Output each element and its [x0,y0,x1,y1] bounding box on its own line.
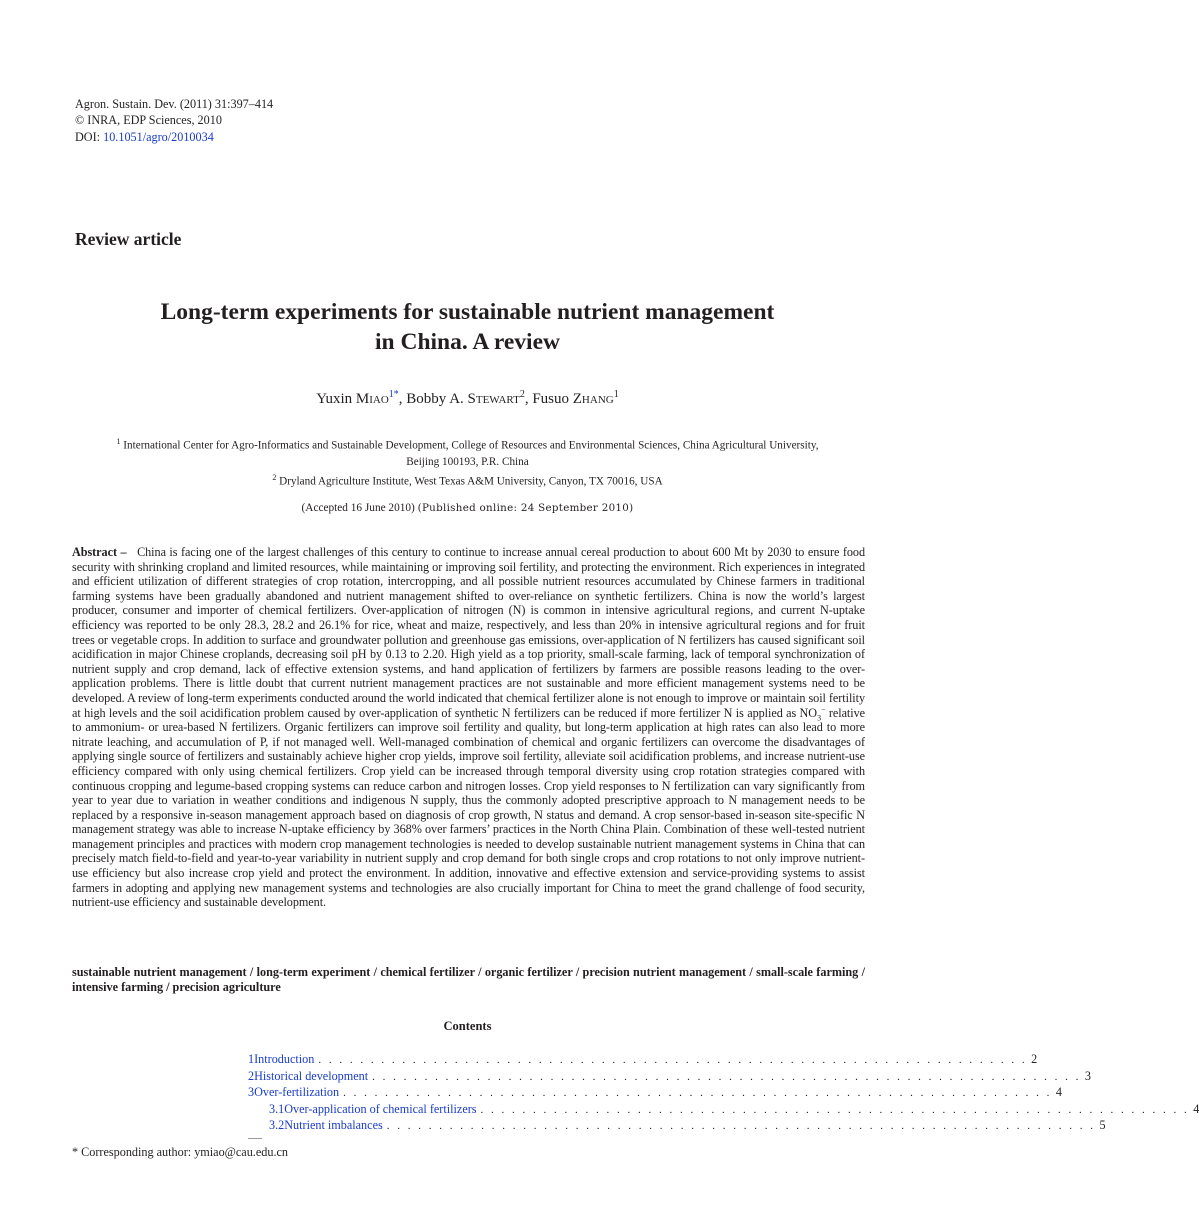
title-line-1: Long-term experiments for sustainable nutrient management [160,299,775,325]
affiliation-1-num: 1 [116,437,121,446]
author-1-affil[interactable]: 1 [388,389,394,400]
toc-num: 2 [248,1068,255,1083]
author-2-affil: 2 [519,389,525,400]
article-type: Review article [75,229,182,249]
toc-label[interactable]: Over-fertilization [254,1085,340,1100]
abstract [72,545,865,910]
affiliation-2 [72,470,863,490]
affiliation-1 [72,434,863,454]
toc-item-over-application[interactable] [248,1101,1199,1119]
toc-leader: . . . . . . . . . . . . . . . . . . . . . . . . . . . . . . . . . . . . . . . . . . . . . . . . . . . . . . . . . . . . . . . . . . . . [386,1120,1096,1133]
corresponding-mark[interactable]: * [393,389,399,400]
toc-num: 3.1 [269,1101,285,1116]
toc-leader: . . . . . . . . . . . . . . . . . . . . . . . . . . . . . . . . . . . . . . . . . . . . . . . . . . . . . . . . . . . . . . . . . . . . [318,1054,1028,1066]
toc-label[interactable]: Nutrient imbalances [284,1118,383,1133]
toc-label[interactable]: Introduction [254,1052,315,1066]
toc-leader: . . . . . . . . . . . . . . . . . . . . . . . . . . . . . . . . . . . . . . . . . . . . . . . . . . . . . . . . . . . . . . . . . . . . [480,1103,1190,1116]
contents-title: Contents [443,1019,492,1033]
toc-num: 1 [248,1052,255,1066]
affiliation-1-text: International Center for Agro-Informatics and Sustainable Development, College of Resources and Environmental Sciences, China Agricultural University, [123,439,819,452]
affiliations [72,434,863,489]
toc-leader: . . . . . . . . . . . . . . . . . . . . . . . . . . . . . . . . . . . . . . . . . . . . . . . . . . . . . . . . . . . . . . . . . . . . [372,1070,1081,1083]
journal-copyright: © INRA, EDP Sciences, 2010 [75,113,222,128]
accepted-date: (Accepted 16 June 2010) [301,502,415,514]
author-list: Yuxin Miao$^{1*}$, Bobby A. Stewart$^2$, Fusuo Zhang$^1$ [316,389,619,407]
author-3-first: Fusuo [532,391,570,407]
doi-line [75,129,273,145]
abstract-label: Abstract – [72,545,127,559]
paper-title [60,297,875,357]
toc-page: 4 [1193,1101,1199,1116]
author-3-affil: 1 [613,389,619,400]
published-date: (Published online: 24 September 2010) [417,502,634,514]
toc-item-introduction[interactable] [248,1052,1038,1069]
affiliation-2-num: 2 [272,472,277,482]
title-line-2: in China. A review [375,329,560,355]
abstract-text-2: relative to ammonium- or urea-based N fertilizers. Organic fertilizers can improve soil fertility and quality, but long-term application at high rates can also lead to more nitrate leaching, and accumulation of P, if not managed well. Well-managed combination of chemical and organic fertilizers can overcome the disadvantages of applying single source of fertilizers and sustainably achieve higher crop yields, improve soil fertility, alleviate soil acidification problems, and increase nutrient-use efficiency compared with only using chemical fertilizers. Crop yield can be increased through temporal diversity using crop rotation strategies compared with continuous cropping and legume-based cropping systems can reduce carbon and nitrogen losses. Crop yield responses to N fertilization can vary significantly from year to year due to variation in weather conditions and indigenous N supply, thus the commonly adopted prescriptive approach to N management needs to be replaced by a responsive in-season management approach based on diagnosis of crop growth, N status and demand. A crop sensor-based in-season site-specific N management strategy was able to increase N-uptake efficiency by 368% over farmers’ practices in the North China Plain. Combination of these well-tested nutrient management principles and practices with modern crop management technologies is needed to develop sustainable nutrient management systems in China that can precisely match field-to-field and year-to-year variability in nutrient supply and crop demand for both single crops and crop rotations to not only improve nutrient-use efficiency but also increase crop yield and protect the environment. In addition, innovative and effective extension and service-providing systems to assist farmers in adopting and applying new management systems and technologies are also crucially important for China to meet the grand challenge of food security, nutrient-use efficiency and sustainable development. [72,705,866,910]
dates [60,502,875,514]
toc-num: 3 [248,1085,255,1100]
author-1-last: Miao [355,391,389,407]
toc-page: 5 [1099,1118,1106,1133]
footnote: * Corresponding author: ymiao@cau.edu.cn [72,1145,288,1159]
no3-superscript: − [821,704,826,714]
toc-label[interactable]: Historical development [254,1068,369,1083]
doi-link[interactable]: 10.1051/agro/2010034 [103,129,214,144]
keywords: sustainable nutrient management / long-term experiment / chemical fertilizer / organic fertilizer / precision nutrient management / small-scale farming / intensive farming / precision agriculture [72,965,865,994]
author-1-first: Yuxin [316,391,353,407]
author-3-last: Zhang [572,391,614,407]
author-2-last: Stewart [467,391,520,407]
journal-citation: Agron. Sustain. Dev. (2011) 31:397–414 [75,97,274,111]
abstract-text-1: China is facing one of the largest challenges of this century to continue to increase annual cereal production to about 600 Mt by 2030 to ensure food security with shrinking cropland and limited resources, while maintaining or improving soil fertility, and protecting the environment. Rich experiences in integrated and efficient utilization of different strategies of crop rotation, intercropping, and all possible nutrient resources accumulated by Chinese farmers in traditional farming systems have been gradually abandoned and nutrient management shifted to over-reliance on synthetic fertilizers. China is now the world’s largest producer, consumer and importer of chemical fertilizers. Over-application of nitrogen (N) is common in intensive agricultural regions, and current N-uptake efficiency was reported to be only 28.3, 28.2 and 26.1% for rice, wheat and maize, respectively, and less than 20% in intensive agricultural regions and for fruit trees or vegetable crops. In addition to surface and groundwater pollution and greenhouse gas emissions, over-application of N fertilizers has caused significant soil acidification in major Chinese croplands, decreasing soil pH by 0.13 to 2.20. High yield as a top priority, small-scale farming, lack of temporal synchronization of nutrient supply and crop demand, lack of effective extension systems, and hand application of fertilizers by farmers are possible reasons leading to the over-application problems. There is little doubt that current nutrient management practices are not sustainable and more efficient management systems need to be developed. A review of long-term experiments conducted around the world indicated that chemical fertilizer alone is not enough to improve or maintain soil fertility at high levels and the soil acidification problem caused by over-application of synthetic N fertilizers can be reduced if more fertilizer N is applied as NO [72,545,865,720]
affiliation-1-line-2: Beijing 100193, P.R. China [406,455,529,468]
footnote-rule [248,1138,262,1139]
doi-label: DOI: [75,129,101,144]
journal-info [75,96,273,145]
table-of-contents [248,1052,1199,1135]
toc-page: 4 [1055,1085,1062,1100]
toc-item-historical-development[interactable] [248,1068,1091,1086]
toc-num: 3.2 [269,1118,285,1133]
no3-subscript: 3 [817,712,822,722]
author-2-first: Bobby A. [406,391,464,407]
toc-label[interactable]: Over-application of chemical fertilizers [284,1101,477,1116]
affiliation-2-text: Dryland Agriculture Institute, West Texas A&M University, Canyon, TX 70016, USA [279,475,663,488]
toc-item-nutrient-imbalances[interactable] [248,1118,1106,1135]
toc-page: 2 [1031,1052,1038,1066]
toc-item-over-fertilization[interactable] [248,1085,1062,1102]
toc-page: 3 [1084,1068,1091,1083]
toc-leader: . . . . . . . . . . . . . . . . . . . . . . . . . . . . . . . . . . . . . . . . . . . . . . . . . . . . . . . . . . . . . . . . . . . . [343,1087,1052,1100]
